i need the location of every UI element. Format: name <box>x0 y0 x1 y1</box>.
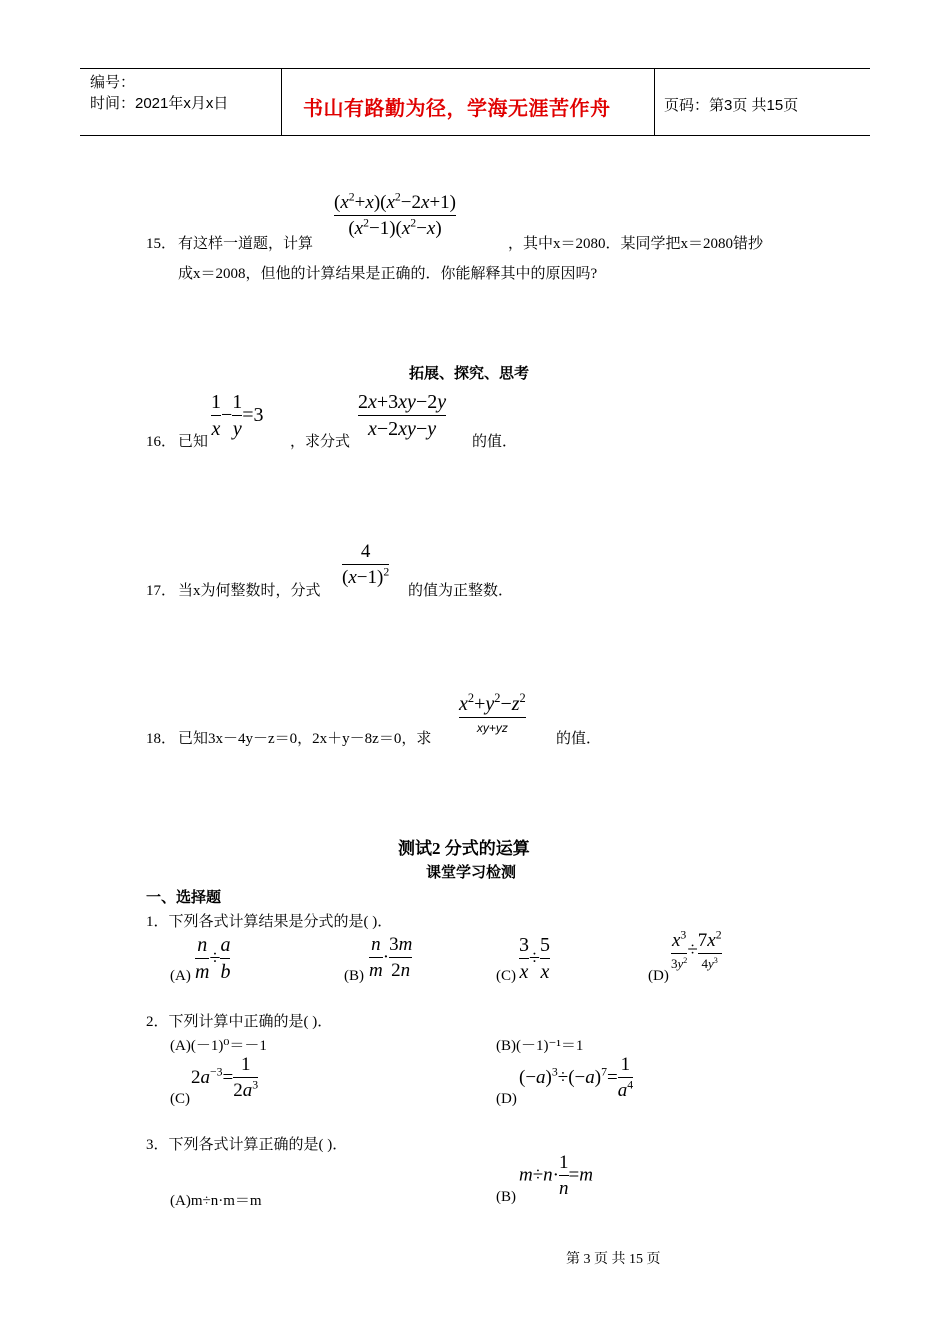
mc3-option-a: (A)m÷n·m＝m <box>170 1193 262 1209</box>
section-choice-heading: 一、选择题 <box>146 890 222 906</box>
header-divider-left <box>281 68 282 135</box>
q17-fraction-denominator: $(x-1)^2$ <box>342 565 390 588</box>
header-time-label: 时间：2021年x月x日 <box>90 95 229 112</box>
test2-subtitle: 课堂学习检测 <box>426 865 517 881</box>
q17-number: 17． <box>146 583 177 599</box>
mc3-option-b-expr: m÷n· $\frac{1}{n}$ =m <box>519 1152 593 1199</box>
header-divider-right <box>654 68 655 135</box>
q15-text-1: 有这样一道题，计算 <box>178 236 314 252</box>
q18-fraction-denominator: xy+yz <box>476 721 508 735</box>
section-extend-heading: 拓展、探究、思考 <box>409 366 530 382</box>
page-footer: 第 3 页 共 15 页 <box>566 1252 661 1267</box>
header-number-label: 编号： <box>90 74 136 91</box>
q17-fraction <box>342 542 389 587</box>
q16-fraction <box>358 392 446 439</box>
mc2-option-c-expr: $2a^{-3}=$ $\frac{1}{2a^3}$ <box>191 1054 259 1101</box>
q16-text-3: 的值． <box>472 434 518 450</box>
mc1-option-c-expr: $\frac{3}{x}$ ÷ $\frac{5}{x}$ <box>519 934 550 983</box>
mc1-stem: 1．下列各式计算结果是分式的是( )． <box>146 914 393 930</box>
q18-fraction <box>459 690 526 735</box>
q15-fraction-numerator: $(x^2+x)(x^2-2x+1)$ <box>334 190 456 213</box>
q15-fraction-denominator: $(x^2-1)(x^2-x)$ <box>348 216 442 239</box>
mc2-option-d-expr: $(-a)^3\div(-a)^7=$ $\frac{1}{a^4}$ <box>519 1054 634 1101</box>
mc1-option-a-expr: $\frac{n}{m}$ ÷ $\frac{a}{b}$ <box>195 934 231 983</box>
header-motto: 书山有路勤为径，学海无涯苦作舟 <box>303 98 611 120</box>
mc2-option-a: (A)(－1)⁰＝－1 <box>170 1038 267 1054</box>
q16-condition: $\frac{1}{x}$ − $\frac{1}{y}$ =3 <box>211 391 264 440</box>
header-top-rule <box>80 68 870 69</box>
test2-title: 测试2 分式的运算 <box>398 839 530 858</box>
q18-text-1: 已知3x－4y－z＝0，2x＋y－8z＝0，求 <box>178 731 432 747</box>
mc1-option-d-label: (D) <box>648 968 669 984</box>
mc2-option-c-label: (C) <box>170 1091 190 1107</box>
mc2-stem: 2．下列计算中正确的是( )． <box>146 1014 333 1030</box>
q17-fraction-numerator: 4 <box>360 541 371 562</box>
q16-text-2: ，求分式 <box>290 434 351 450</box>
q18-text-2: 的值． <box>556 731 602 747</box>
mc1-option-d-expr: $\frac{x^3}{3y^2}$ ÷ $\frac{7x^2}{4y^3}$ <box>671 928 722 971</box>
q15-text-2: ，其中x＝2080．某同学把x＝2080错抄 <box>508 236 764 252</box>
q16-text-1: 已知 <box>178 434 209 450</box>
q18-fraction-numerator: $x^2+y^2-z^2$ <box>459 690 526 715</box>
mc3-stem: 3．下列各式计算正确的是( )． <box>146 1137 348 1153</box>
header-bottom-rule <box>80 135 870 136</box>
mc3-option-b-label: (B) <box>496 1189 516 1205</box>
q16-fraction-denominator: x−2xy−y <box>368 418 437 440</box>
mc1-option-a-label: (A) <box>170 968 191 984</box>
mc1-option-b-label: (B) <box>344 968 364 984</box>
q15-fraction <box>334 190 456 239</box>
q15-number: 15． <box>146 236 177 252</box>
q17-text-1: 当x为何整数时，分式 <box>178 583 321 599</box>
q15-text-3: 成x＝2008，但他的计算结果是正确的．你能解释其中的原因吗? <box>178 266 598 282</box>
mc2-option-b: (B)(－1)⁻¹＝1 <box>496 1038 584 1054</box>
mc2-option-d-label: (D) <box>496 1091 517 1107</box>
mc1-option-b-expr: $\frac{n}{m}$ · $\frac{3m}{2n}$ <box>369 934 413 981</box>
header-page-code: 页码：第3页 共15页 <box>664 97 799 114</box>
q17-text-2: 的值为正整数． <box>408 583 514 599</box>
mc1-option-c-label: (C) <box>496 968 516 984</box>
q16-fraction-numerator: 2x+3xy−2y <box>358 391 447 413</box>
q16-number: 16． <box>146 434 177 450</box>
q18-number: 18． <box>146 731 177 747</box>
